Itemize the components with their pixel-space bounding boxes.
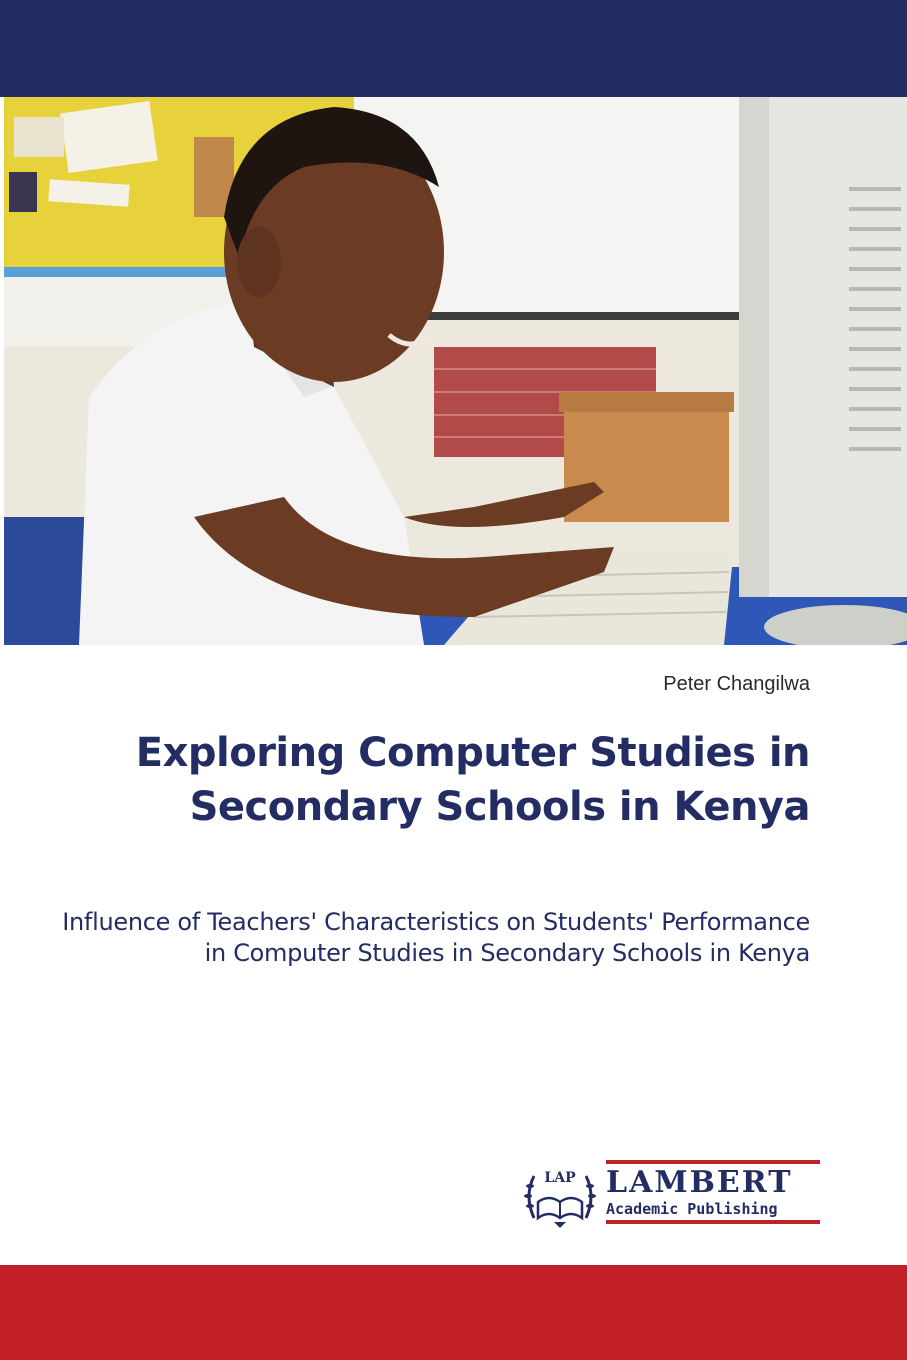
publisher-wordmark (606, 1160, 820, 1224)
author-name: Peter Changilwa (663, 673, 810, 695)
publisher-logo (520, 1160, 820, 1232)
publisher-tagline: Academic Publishing (606, 1200, 778, 1218)
top-color-band (0, 0, 907, 97)
book-subtitle: Influence of Teachers' Characteristics on Students' Performance in Computer Studies in Secondary Schools in Kenya (62, 908, 810, 967)
bottom-color-band (0, 1265, 907, 1360)
student-at-computer-illustration (4, 97, 907, 645)
cover-photo (4, 97, 907, 645)
logo-top-rule (606, 1160, 820, 1164)
logo-bottom-rule (606, 1220, 820, 1224)
book-title: Exploring Computer Studies in Secondary Schools in Kenya (135, 730, 810, 830)
open-book-laurel-icon (520, 1160, 600, 1232)
publisher-name: LAMBERT (606, 1165, 793, 1200)
publisher-mark: LAP (544, 1170, 576, 1186)
